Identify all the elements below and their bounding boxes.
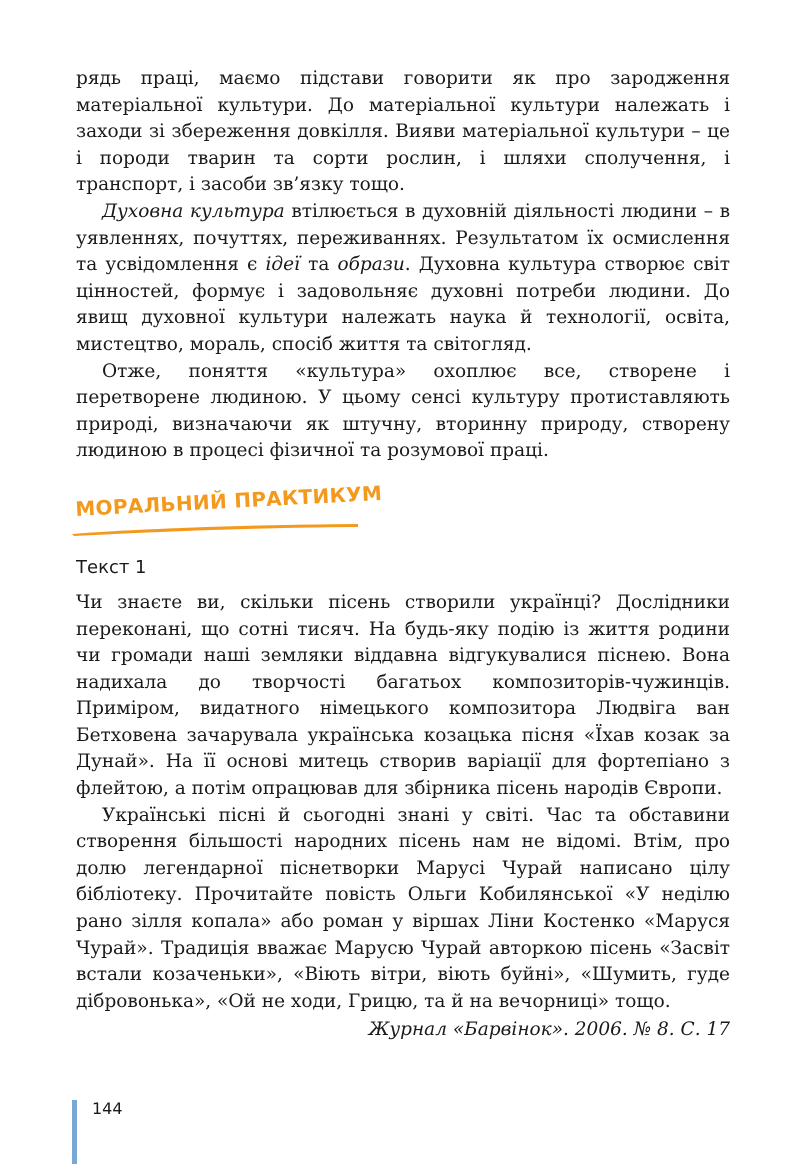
intro-paragraph-2 [76,199,730,359]
intro-paragraph-2-part-c: . Духовна культура створює світ цінностей, формує і задовольняє духовні потреби людини. До явищ духовної культури належать наука й технології, освіта, мистецтво, мораль, спосіб життя та світогляд. [76,254,731,355]
intro-paragraph-1: рядь праці, маємо підстави говорити як про зародження матеріальної культури. До матеріальної культури належать і заходи зі збереження довкілля. Вияви матеріальної культури – це і породи тварин та сорти рослин, і шляхи сполучення, і транспорт, і засоби зв’язку тощо. [76,68,730,196]
text-1-paragraph-1: Чи знаєте ви, скільки пісень створили українці? Дослідники переконані, що сотні тисяч. На будь-яку подію із життя родини чи громади наші земляки віддавна відгукувалися піснею. Вона надихала до творчості багатьох композиторів-чужинців. Приміром, видатного німецького композитора Людвіга ван Бетховена зачарувала українська козацька пісня «Їхав козак за Дунай». На її основі митець створив варіації для фортепіано з флейтою, а потім опрацював для збірника пісень народів Європи. [76,591,730,800]
page-number-bar [72,1100,77,1164]
intro-paragraph-2-part-a: втілюється в духовній діяльності людини – в уявленнях, почуттях, переживаннях. Результатом їх осмислення та усвідомлення є [76,200,731,276]
section-heading-text: МОРАЛЬНИЙ ПРАКТИКУМ [74,480,383,521]
page-content [76,66,730,1044]
text-1-title: Текст 1 [76,556,147,578]
term-spiritual-culture: Духовна культура [102,200,285,222]
term-ideas: ідеї [265,254,300,276]
intro-paragraph-2-part-b: та [299,254,338,276]
term-images: образи [337,254,405,276]
text-1-source: Журнал «Барвінок». 2006. № 8. С. 17 [368,1019,730,1041]
page-number: 144 [92,1099,123,1118]
text-1-paragraph-2: Українські пісні й сьогодні знані у світі. Час та обставини створення більшості народних пісень нам не відомі. Втім, про долю легендарної піснетворки Марусі Чурай написано цілу бібліотеку. Прочитайте повість Ольги Кобилянської «У неділю рано зілля копала» або роман у віршах Ліни Костенко «Маруся Чурай». Традиція вважає Марусю Чурай авторкою пісень «Засвіт встали козаченьки», «Віють вітри, віють буйні», «Шумить, гуде дібровонька», «Ой не ходи, Грицю, та й на вечорниці» тощо. [76,804,730,1012]
heading-underline-decoration [70,523,360,537]
section-heading [74,480,730,543]
intro-paragraph-3: Отже, поняття «культура» охоплює все, створене і перетворене людиною. У цьому сенсі культуру протиставляють природі, визначаючи як штучну, вторинну природу, створену людиною в процесі фізичної та розумової праці. [76,360,730,462]
